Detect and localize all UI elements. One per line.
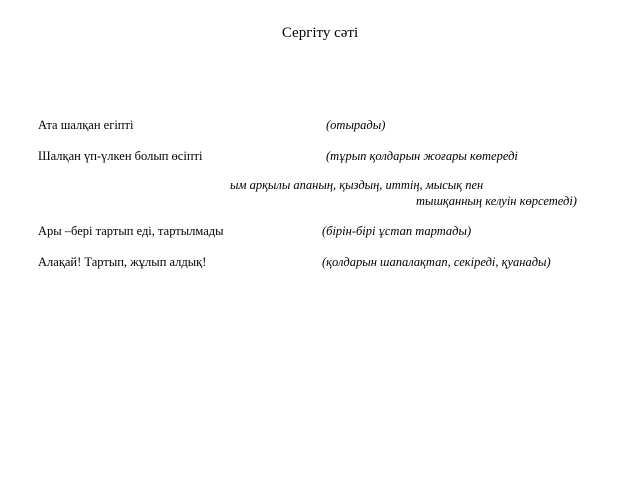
page-title: Сергіту сәті [281,25,359,41]
stage-direction-2: (тұрып қолдарын жоғары көтереді [326,149,518,163]
stage-direction-4: (қолдарын шапалақтап, секіреді, қуанады) [322,255,551,269]
verse-line-1: Ата шалқан егіпті [38,118,134,132]
stage-direction-3: (бірін-бірі ұстап тартады) [322,224,472,238]
stage-direction-1: (отырады) [326,118,386,132]
stage-direction-2-end: тышқанның келуін көрсетеді) [416,194,577,208]
verse-line-3: Ары –бері тартып еді, тартылмады [38,224,224,238]
verse-line-4: Алақай! Тартып, жұлып алдық! [38,255,207,269]
stage-direction-2-continued: ым арқылы апаның, қыздың, иттің, мысық пен [230,178,484,192]
verse-line-2: Шалқан үп-үлкен болып өсіпті [38,149,203,163]
